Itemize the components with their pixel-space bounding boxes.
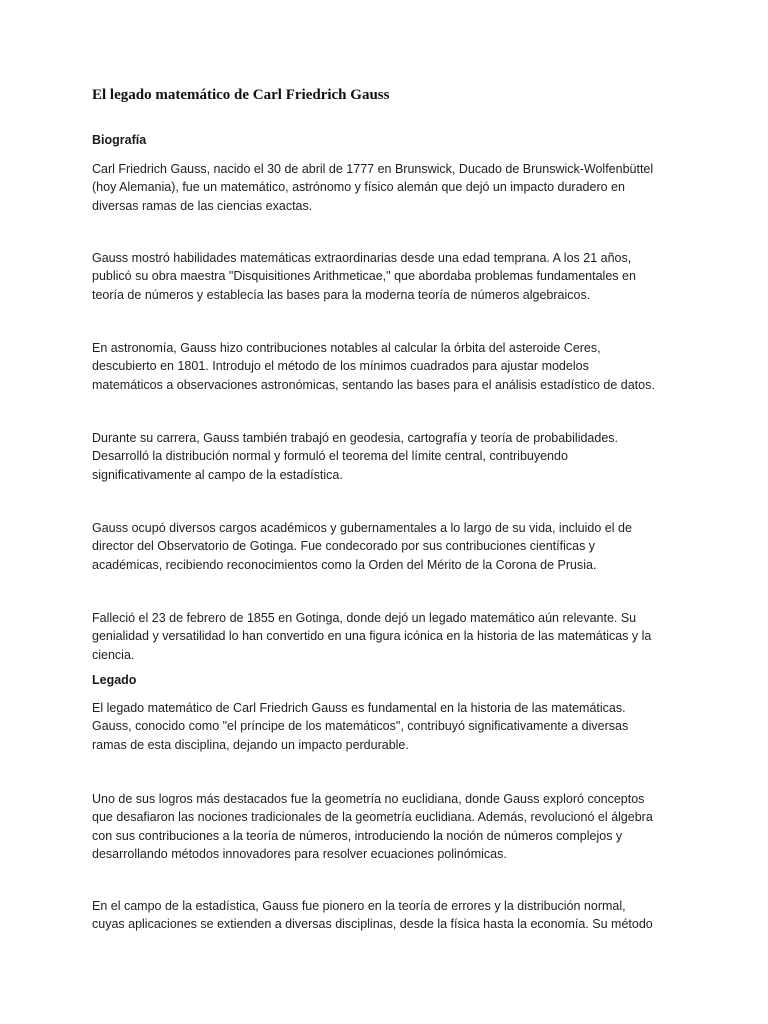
text-line: Gauss, conocido como "el príncipe de los matemáticos", contribuyó significativamente a diversas <box>92 719 629 734</box>
text-line: director del Observatorio de Gotinga. Fue condecorado por sus contribuciones científicas y <box>92 539 596 554</box>
document-title: El legado matemático de Carl Friedrich Gauss <box>92 87 390 103</box>
text-line: diversas ramas de las ciencias exactas. <box>92 198 313 213</box>
paragraph-biografia-4 <box>92 429 688 484</box>
text-line: ciencia. <box>92 647 135 662</box>
text-line: (hoy Alemania), fue un matemático, astrónomo y físico alemán que dejó un impacto duradero en <box>92 180 625 195</box>
text-line: Gauss ocupó diversos cargos académicos y gubernamentales a lo largo de su vida, incluido el de <box>92 521 632 535</box>
paragraph-biografia-1 <box>92 160 688 215</box>
text-line: desarrollando métodos innovadores para resolver ecuaciones polinómicas. <box>92 847 507 862</box>
text-line: El legado matemático de Carl Friedrich Gauss es fundamental en la historia de las matemáticas. <box>92 701 626 715</box>
text-line: ramas de esta disciplina, dejando un impacto perdurable. <box>92 737 409 752</box>
text-line: con sus contribuciones a la teoría de números, introduciendo la noción de números complejos y <box>92 828 623 843</box>
paragraph-biografia-3 <box>92 339 688 394</box>
text-line: teoría de números y establecía las bases para la moderna teoría de números algebraicos. <box>92 287 591 302</box>
paragraph-biografia-5 <box>92 519 688 574</box>
text-line: Falleció el 23 de febrero de 1855 en Gotinga, donde dejó un legado matemático aún relevante. Su <box>92 611 637 625</box>
text-line: cuyas aplicaciones se extienden a diversas disciplinas, desde la física hasta la economía. Su método <box>92 917 653 932</box>
text-line: Durante su carrera, Gauss también trabajó en geodesia, cartografía y teoría de probabilidades. <box>92 431 619 445</box>
paragraph-biografia-2 <box>92 249 688 304</box>
text-line: publicó su obra maestra "Disquisitiones Arithmeticae," que abordaba problemas fundamentales en <box>92 269 636 284</box>
paragraph-legado-1 <box>92 699 688 754</box>
text-line: matemáticos a observaciones astronómicas, sentando las bases para el análisis estadístico de datos. <box>92 377 655 392</box>
text-line: Desarrolló la distribución normal y formuló el teorema del límite central, contribuyendo <box>92 449 568 464</box>
paragraph-biografia-6 <box>92 609 688 664</box>
text-line: que desafiaron las nociones tradicionales de la geometría euclidiana. Además, revolucionó el álgebra <box>92 810 653 825</box>
text-line: académicas, recibiendo reconocimientos como la Orden del Mérito de la Corona de Prusia. <box>92 557 597 572</box>
paragraph-legado-2 <box>92 790 688 864</box>
text-line: Carl Friedrich Gauss, nacido el 30 de abril de 1777 en Brunswick, Ducado de Brunswick-Wolfenbüttel <box>92 162 654 176</box>
section-heading-legado: Legado <box>92 673 137 687</box>
text-line: genialidad y versatilidad lo han convertido en una figura icónica en la historia de las matemáticas y la <box>92 629 652 644</box>
text-line: Gauss mostró habilidades matemáticas extraordinarias desde una edad temprana. A los 21 años, <box>92 251 632 265</box>
text-line: descubierto en 1801. Introdujo el método de los mínimos cuadrados para ajustar modelos <box>92 359 589 374</box>
text-line: En el campo de la estadística, Gauss fue pionero en la teoría de errores y la distribución normal, <box>92 899 626 913</box>
paragraph-legado-3 <box>92 897 688 934</box>
text-line: En astronomía, Gauss hizo contribuciones notables al calcular la órbita del asteroide Ceres, <box>92 341 601 355</box>
section-heading-biografia: Biografía <box>92 133 147 147</box>
text-line: Uno de sus logros más destacados fue la geometría no euclidiana, donde Gauss exploró conceptos <box>92 792 645 806</box>
text-line: significativamente al campo de la estadística. <box>92 467 343 482</box>
